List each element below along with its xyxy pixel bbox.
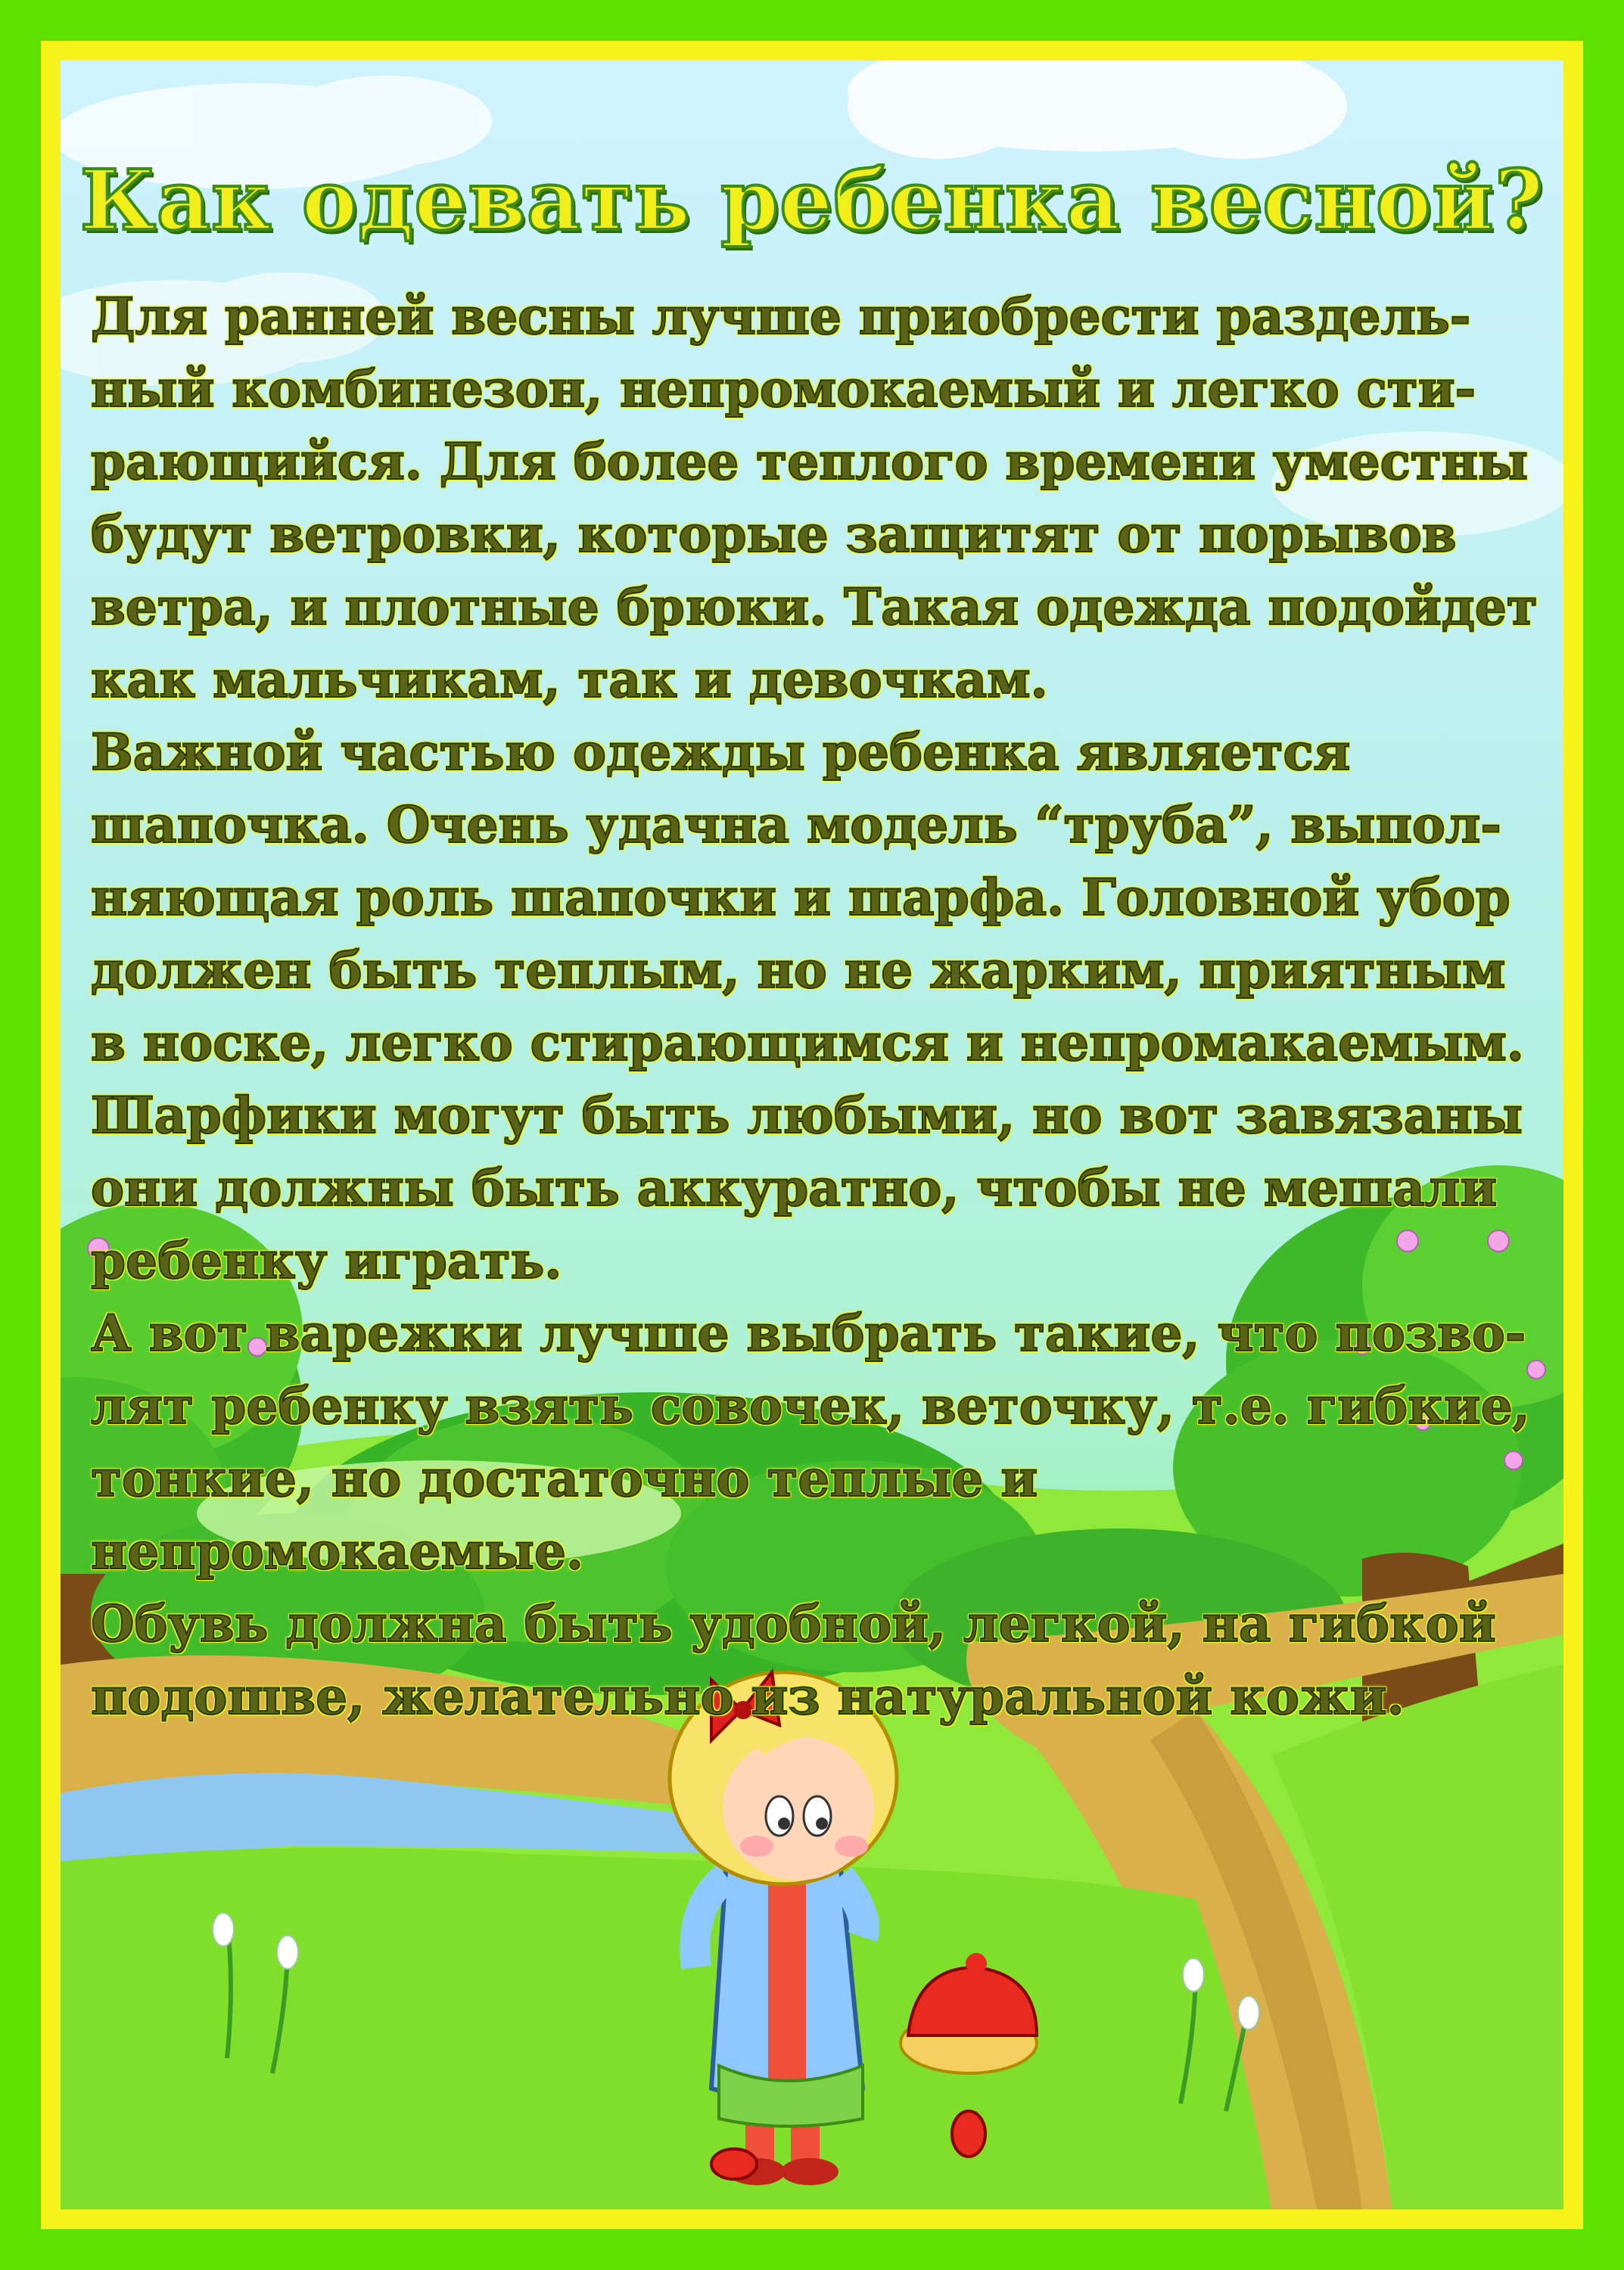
cloud-top-right <box>848 61 1347 159</box>
poster-scene <box>61 61 1563 2209</box>
paragraph-shoes: Обувь должна быть удобной, легкой, на гибкой подошве, желательно из натуральной кожи. <box>91 1594 1496 1726</box>
paragraph-overalls: Для ранней весны лучше приобрести раздель- ный комбинезон, непромокаемый и легко сти- рающийся. Для более теплого времени уместны будут ветровки, которые защитят от порывов ветра, и плотные брюки. Такая одежда подойдет как мальчикам, так и девочкам. <box>91 287 1538 709</box>
advice-text-block <box>91 280 1544 1733</box>
paragraph-mittens: А вот варежки лучше выбрать такие, что позво- лят ребенку взять совочек, веточку, т.е. гибкие, тонкие, но достаточно теплые и непромокаемые. <box>91 1304 1530 1581</box>
poster-title: Как одевать ребенка весной? <box>79 151 1545 249</box>
paragraph-hat: Важной частью одежды ребенка является шапочка. Очень удачна модель “труба”, выпол- няющая роль шапочки и шарфа. Головной убор должен быть теплым, но не жарким, приятным в носке, легко стирающимся и непромакаемым. <box>91 723 1524 1072</box>
foreground-grass <box>61 1848 1271 2209</box>
paragraph-scarf: Шарфики могут быть любыми, но вот завязаны они должны быть аккуратно, чтобы не мешали ребенку играть. <box>91 1086 1523 1290</box>
